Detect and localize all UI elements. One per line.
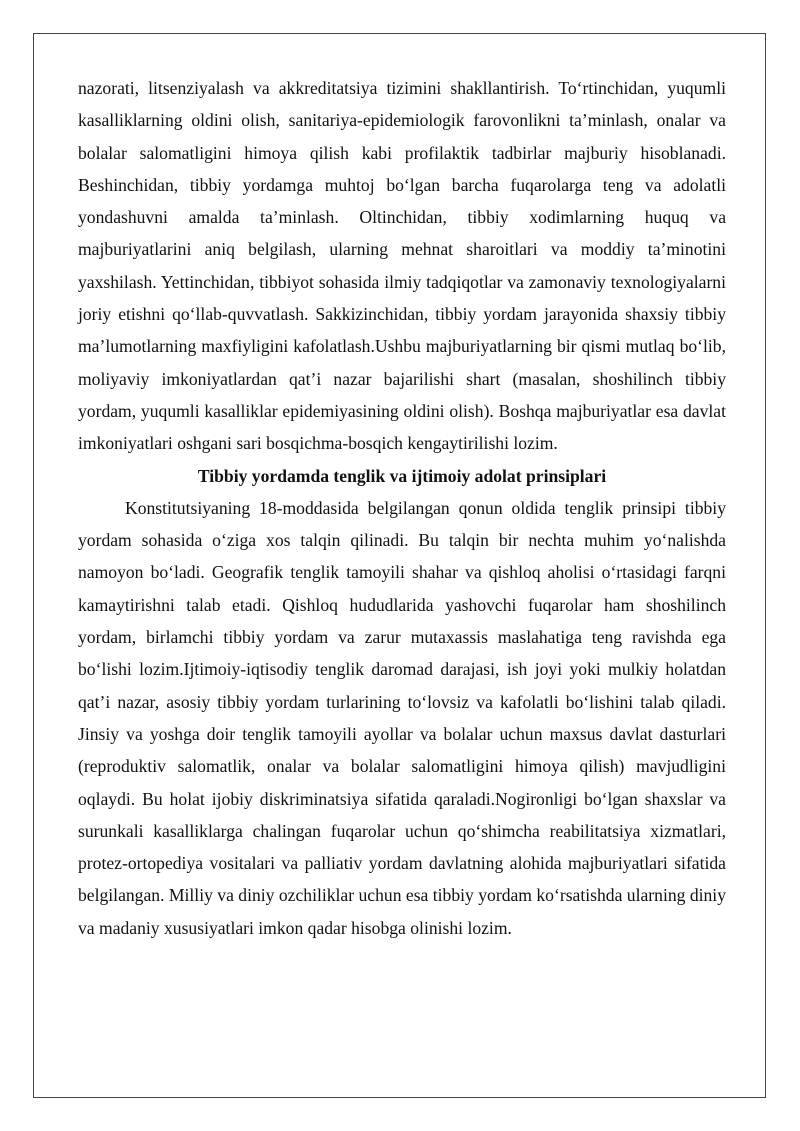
body-paragraph: nazorati, litsenziyalash va akkreditatsiya tizimini shakllantirish. To‘rtinchidan, yuqumli kasalliklarning oldini olish, sanitariya-epidemiologik farovonlikni ta’minlash, onalar va bolalar salomatligini himoya qilish kabi profilaktik tadbirlar majburiy hisoblanadi. Beshinchidan, tibbiy yordamga muhtoj bo‘lgan barcha fuqarolarga teng va adolatli yondashuvni amalda ta’minlash. Oltinchidan, tibbiy xodimlarning huquq va majburiyatlarini aniq belgilash, ularning mehnat sharoitlari va moddiy ta’minotini yaxshilash. Yettinchidan, tibbiyot sohasida ilmiy tadqiqotlar va zamonaviy texnologiyalarni joriy etishni qo‘llab-quvvatlash. Sakkizinchidan, tibbiy yordam jarayonida shaxsiy tibbiy ma’lumotlarning maxfiyligini kafolatlash.Ushbu majburiyatlarning bir qismi mutlaq bo‘lib, moliyaviy imkoniyatlardan qat’i nazar bajarilishi shart (masalan, shoshilinch tibbiy yordam, yuqumli kasalliklar epidemiyasining oldini olish). Boshqa majburiyatlar esa davlat imkoniyatlari oshgani sari bosqichma-bosqich kengaytirilishi lozim.: [78, 78, 726, 454]
body-paragraph: Konstitutsiyaning 18-moddasida belgilangan qonun oldida tenglik prinsipi tibbiy yordam sohasida o‘ziga xos talqin qilinadi. Bu talqin bir nechta muhim yo‘nalishda namoyon bo‘ladi. Geografik tenglik tamoyili shahar va qishloq aholisi o‘rtasidagi farqni kamaytirishni talab etadi. Qishloq hududlarida yashovchi fuqarolar ham shoshilinch yordam, birlamchi tibbiy yordam va zarur mutaxassis maslahatiga teng ravishda ega bo‘lishi lozim.Ijtimoiy-iqtisodiy tenglik daromad darajasi, ish joyi yoki mulkiy holatdan qat’i nazar, asosiy tibbiy yordam turlarining to‘lovsiz va kafolatli bo‘lishini talab qiladi. Jinsiy va yoshga doir tenglik tamoyili ayollar va bolalar uchun maxsus davlat dasturlari (reproduktiv salomatlik, onalar va bolalar salomatligini himoya qilish) mavjudligini oqlaydi. Bu holat ijobiy diskriminatsiya sifatida qaraladi.Nogironligi bo‘lgan shaxslar va surunkali kasalliklarga chalingan fuqarolar uchun qo‘shimcha reabilitatsiya xizmatlari, protez-ortopediya vositalari va palliativ yordam davlatning alohida majburiyatlari sifatida belgilangan. Milliy va diniy ozchiliklar uchun esa tibbiy yordam ko‘rsatishda ularning diniy va madaniy xususiyatlari imkon qadar hisobga olinishi lozim.: [78, 497, 726, 938]
document-body: [78, 72, 726, 944]
section-heading: Tibbiy yordamda tenglik va ijtimoiy adolat prinsiplari: [197, 465, 607, 486]
